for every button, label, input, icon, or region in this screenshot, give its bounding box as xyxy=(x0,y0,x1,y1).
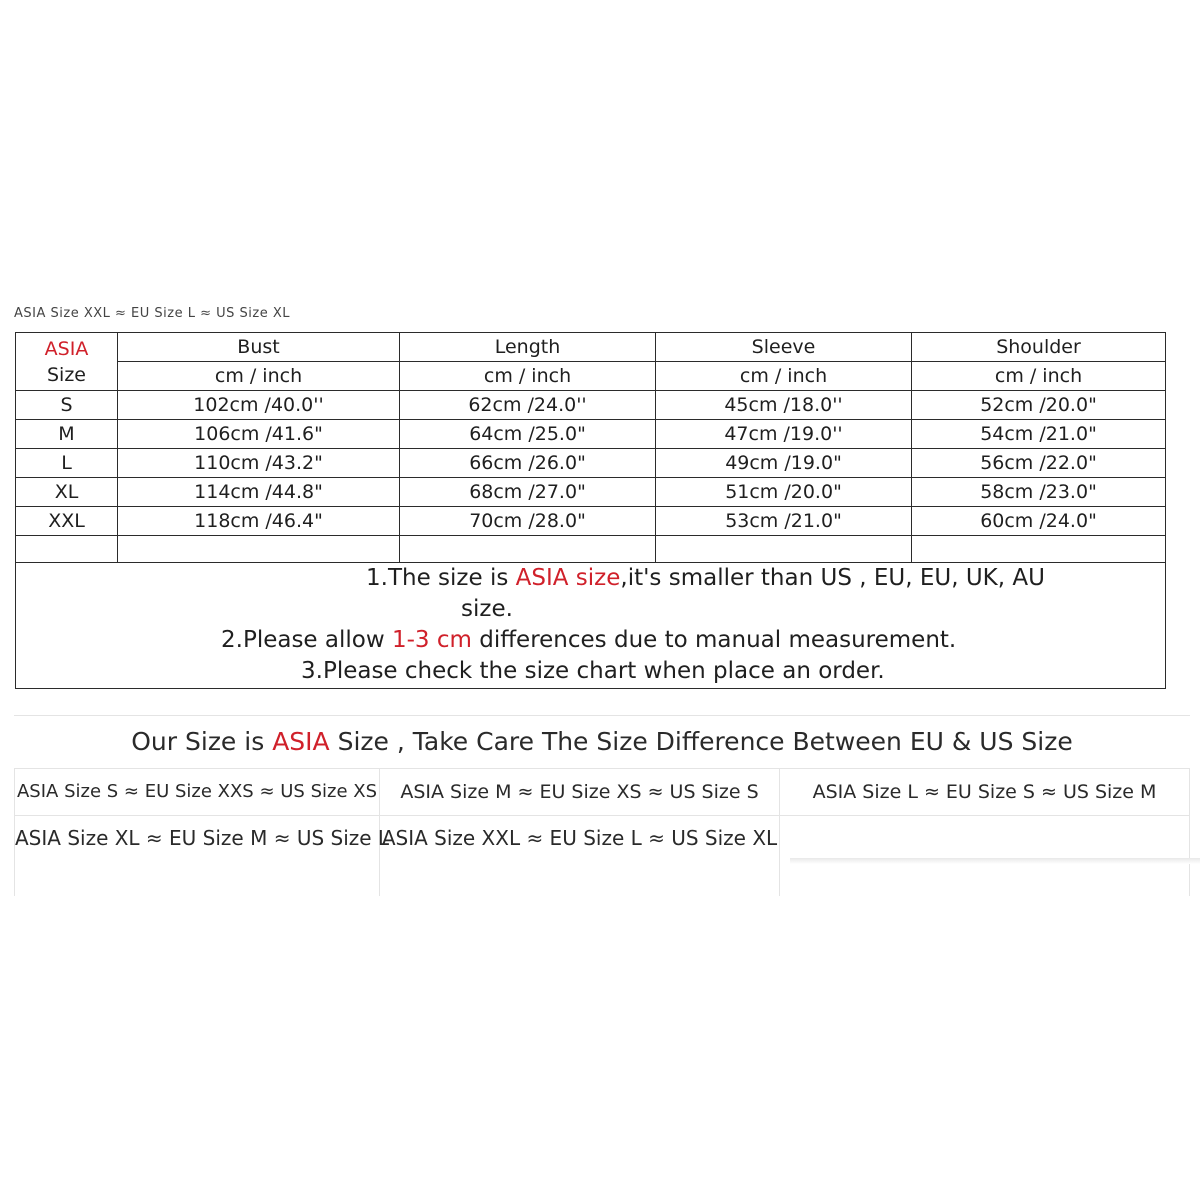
note-2-suffix: differences due to manual measurement. xyxy=(471,627,957,653)
bust-cell: 110cm /43.2" xyxy=(118,449,400,478)
note-1-highlight: ASIA size xyxy=(515,565,621,591)
column-header-length: Length xyxy=(400,333,656,362)
unit-row xyxy=(16,362,1166,391)
length-cell: 62cm /24.0'' xyxy=(400,391,656,420)
size-cell: XL xyxy=(16,478,118,507)
unit-shoulder: cm / inch xyxy=(912,362,1166,391)
empty-cell xyxy=(16,536,118,563)
comparison-item-xxl-text: ASIA Size XXL ≈ EU Size L ≈ US Size XL xyxy=(381,826,778,850)
shoulder-cell: 52cm /20.0" xyxy=(912,391,1166,420)
comparison-title-suffix: Size , Take Care The Size Difference Between EU & US Size xyxy=(329,727,1073,756)
comparison-title xyxy=(14,716,1190,769)
column-header-shoulder: Shoulder xyxy=(912,333,1166,362)
unit-bust: cm / inch xyxy=(118,362,400,391)
note-1 xyxy=(366,563,1045,594)
empty-cell xyxy=(400,536,656,563)
column-header-sleeve: Sleeve xyxy=(656,333,912,362)
sleeve-cell: 49cm /19.0" xyxy=(656,449,912,478)
size-label: Size xyxy=(46,363,86,386)
shoulder-cell: 54cm /21.0" xyxy=(912,420,1166,449)
cropped-remnant-text: ASIA Size XXL ≈ EU Size L ≈ US Size XL xyxy=(14,306,290,321)
note-3: 3.Please check the size chart when place an order. xyxy=(301,658,885,684)
table-row xyxy=(16,478,1166,507)
size-cell: S xyxy=(16,391,118,420)
comparison-item-xl xyxy=(14,816,390,896)
shoulder-cell: 56cm /22.0" xyxy=(912,449,1166,478)
empty-cell xyxy=(912,536,1166,563)
size-cell: XXL xyxy=(16,507,118,536)
table-row xyxy=(16,507,1166,536)
table-row xyxy=(16,449,1166,478)
panel-shadow xyxy=(790,858,1200,864)
bust-cell: 114cm /44.8" xyxy=(118,478,400,507)
notes-row xyxy=(16,563,1166,689)
comparison-item-empty xyxy=(780,816,1190,896)
bust-cell: 102cm /40.0'' xyxy=(118,391,400,420)
sleeve-cell: 47cm /19.0'' xyxy=(656,420,912,449)
empty-row xyxy=(16,536,1166,563)
cropped-text-remnant xyxy=(14,306,414,328)
note-2 xyxy=(221,625,956,656)
note-2-highlight: 1-3 cm xyxy=(391,627,472,653)
sleeve-cell: 45cm /18.0'' xyxy=(656,391,912,420)
note-1-suffix: ,it's smaller than US , EU, EU, UK, AU xyxy=(620,565,1045,591)
length-cell: 70cm /28.0" xyxy=(400,507,656,536)
comparison-item-m: ASIA Size M ≈ EU Size XS ≈ US Size S xyxy=(380,768,780,816)
asia-size-header xyxy=(16,333,118,391)
comparison-item-xl-text: ASIA Size XL ≈ EU Size M ≈ US Size L xyxy=(15,826,390,850)
comparison-item-xxl xyxy=(380,816,780,896)
table-row xyxy=(16,420,1166,449)
size-cell: M xyxy=(16,420,118,449)
length-cell: 64cm /25.0" xyxy=(400,420,656,449)
note-2-prefix: 2.Please allow xyxy=(221,627,392,653)
empty-cell xyxy=(656,536,912,563)
comparison-item-l: ASIA Size L ≈ EU Size S ≈ US Size M xyxy=(780,768,1190,816)
note-1-prefix: 1.The size is xyxy=(366,565,516,591)
note-1-continued: size. xyxy=(461,596,513,622)
header-row xyxy=(16,333,1166,362)
bust-cell: 106cm /41.6" xyxy=(118,420,400,449)
empty-cell xyxy=(118,536,400,563)
length-cell: 66cm /26.0" xyxy=(400,449,656,478)
length-cell: 68cm /27.0" xyxy=(400,478,656,507)
bust-cell: 118cm /46.4" xyxy=(118,507,400,536)
sleeve-cell: 53cm /21.0" xyxy=(656,507,912,536)
sleeve-cell: 51cm /20.0" xyxy=(656,478,912,507)
shoulder-cell: 58cm /23.0" xyxy=(912,478,1166,507)
comparison-title-highlight: ASIA xyxy=(272,727,330,756)
unit-length: cm / inch xyxy=(400,362,656,391)
notes-cell xyxy=(16,563,1166,689)
size-cell: L xyxy=(16,449,118,478)
size-chart-table xyxy=(15,332,1166,689)
comparison-title-prefix: Our Size is xyxy=(131,727,273,756)
size-comparison-panel xyxy=(14,715,1190,876)
unit-sleeve: cm / inch xyxy=(656,362,912,391)
comparison-item-s: ASIA Size S ≈ EU Size XXS ≈ US Size XS xyxy=(14,768,380,816)
table-row xyxy=(16,391,1166,420)
shoulder-cell: 60cm /24.0" xyxy=(912,507,1166,536)
asia-label: ASIA xyxy=(44,337,89,360)
column-header-bust: Bust xyxy=(118,333,400,362)
